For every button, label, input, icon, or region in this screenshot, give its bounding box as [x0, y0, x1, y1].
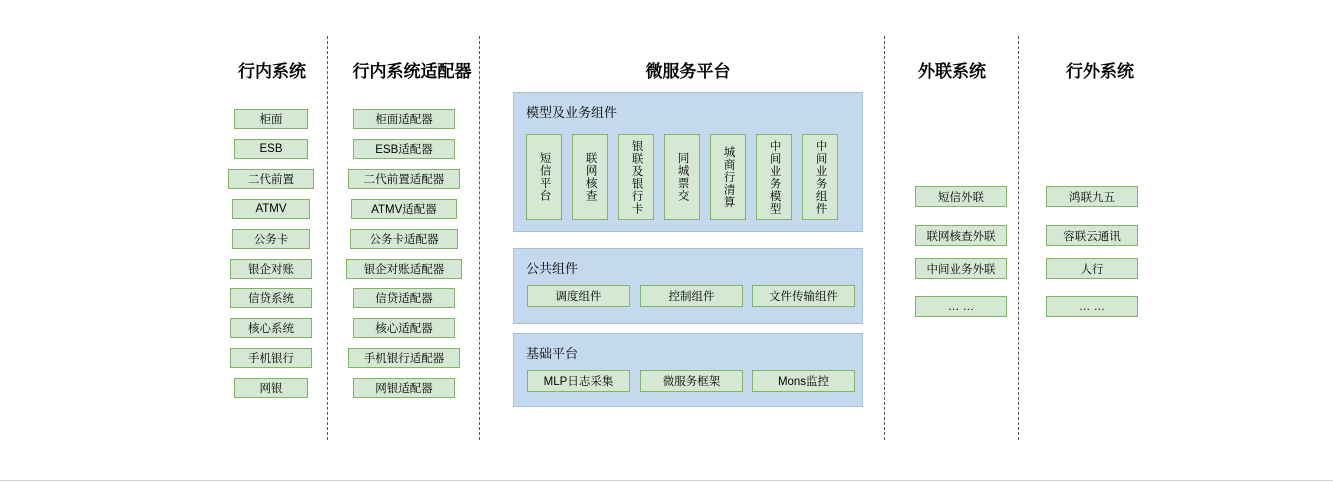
node-base-platform-component[interactable]: Mons监控: [752, 370, 855, 392]
node-inner-adapter[interactable]: ESB适配器: [353, 139, 455, 159]
node-label: 短信平台: [538, 152, 551, 202]
node-inner-adapter[interactable]: 核心适配器: [353, 318, 455, 338]
node-base-platform-component[interactable]: MLP日志采集: [527, 370, 630, 392]
node-common-component[interactable]: 文件传输组件: [752, 285, 855, 307]
node-base-platform-component[interactable]: 微服务框架: [640, 370, 743, 392]
group-label-common-components: 公共组件: [526, 261, 579, 276]
node-inner-adapter[interactable]: 二代前置适配器: [348, 169, 460, 189]
node-inner-system[interactable]: ATMV: [232, 199, 310, 219]
node-inner-adapter[interactable]: 公务卡适配器: [350, 229, 458, 249]
node-inner-adapter[interactable]: ATMV适配器: [351, 199, 457, 219]
column-title-inner-adapters: 行内系统适配器: [352, 62, 472, 81]
node-external-link-system[interactable]: 联网核查外联: [915, 225, 1007, 246]
node-inner-adapter[interactable]: 网银适配器: [353, 378, 455, 398]
node-inner-adapter[interactable]: 银企对账适配器: [346, 259, 462, 279]
group-label-base-platform: 基础平台: [526, 346, 579, 361]
node-platform-model-item[interactable]: [526, 134, 562, 220]
node-label: 同城票交: [676, 152, 689, 202]
node-external-link-system[interactable]: 中间业务外联: [915, 258, 1007, 279]
node-platform-model-item[interactable]: [572, 134, 608, 220]
column-title-inner-systems: 行内系统: [238, 62, 306, 81]
node-platform-model-item[interactable]: [802, 134, 838, 220]
node-inner-system[interactable]: 手机银行: [230, 348, 312, 368]
node-inner-adapter[interactable]: 柜面适配器: [353, 109, 455, 129]
node-inner-system[interactable]: 柜面: [234, 109, 308, 129]
node-inner-system[interactable]: 二代前置: [228, 169, 314, 189]
node-outer-system[interactable]: … …: [1046, 296, 1138, 317]
node-inner-system[interactable]: 核心系统: [230, 318, 312, 338]
node-inner-adapter[interactable]: 手机银行适配器: [348, 348, 460, 368]
node-inner-system[interactable]: 银企对账: [230, 259, 312, 279]
node-label: 联网核查: [584, 152, 597, 202]
node-outer-system[interactable]: 鸿联九五: [1046, 186, 1138, 207]
column-title-external-link-systems: 外联系统: [918, 62, 986, 81]
node-common-component[interactable]: 调度组件: [527, 285, 630, 307]
node-common-component[interactable]: 控制组件: [640, 285, 743, 307]
node-platform-model-item[interactable]: [756, 134, 792, 220]
node-inner-system[interactable]: 信贷系统: [230, 288, 312, 308]
divider-1: [327, 36, 328, 440]
node-label: 城商行清算: [722, 145, 735, 209]
node-inner-system[interactable]: 网银: [234, 378, 308, 398]
column-title-microservice-platform: 微服务平台: [645, 62, 731, 81]
node-external-link-system[interactable]: 短信外联: [915, 186, 1007, 207]
node-platform-model-item[interactable]: [710, 134, 746, 220]
node-platform-model-item[interactable]: [618, 134, 654, 220]
node-inner-system[interactable]: 公务卡: [232, 229, 310, 249]
group-label-model-business-components: 模型及业务组件: [526, 105, 618, 120]
node-platform-model-item[interactable]: [664, 134, 700, 220]
node-label: 中间业务组件: [814, 139, 827, 215]
node-inner-adapter[interactable]: 信贷适配器: [353, 288, 455, 308]
node-inner-system[interactable]: ESB: [234, 139, 308, 159]
divider-4: [1018, 36, 1019, 440]
node-outer-system[interactable]: 容联云通讯: [1046, 225, 1138, 246]
divider-2: [479, 36, 480, 440]
node-external-link-system[interactable]: … …: [915, 296, 1007, 317]
column-title-outer-systems: 行外系统: [1066, 62, 1134, 81]
node-label: 银联及银行卡: [630, 139, 643, 215]
node-outer-system[interactable]: 人行: [1046, 258, 1138, 279]
node-label: 中间业务模型: [768, 139, 781, 215]
divider-3: [884, 36, 885, 440]
